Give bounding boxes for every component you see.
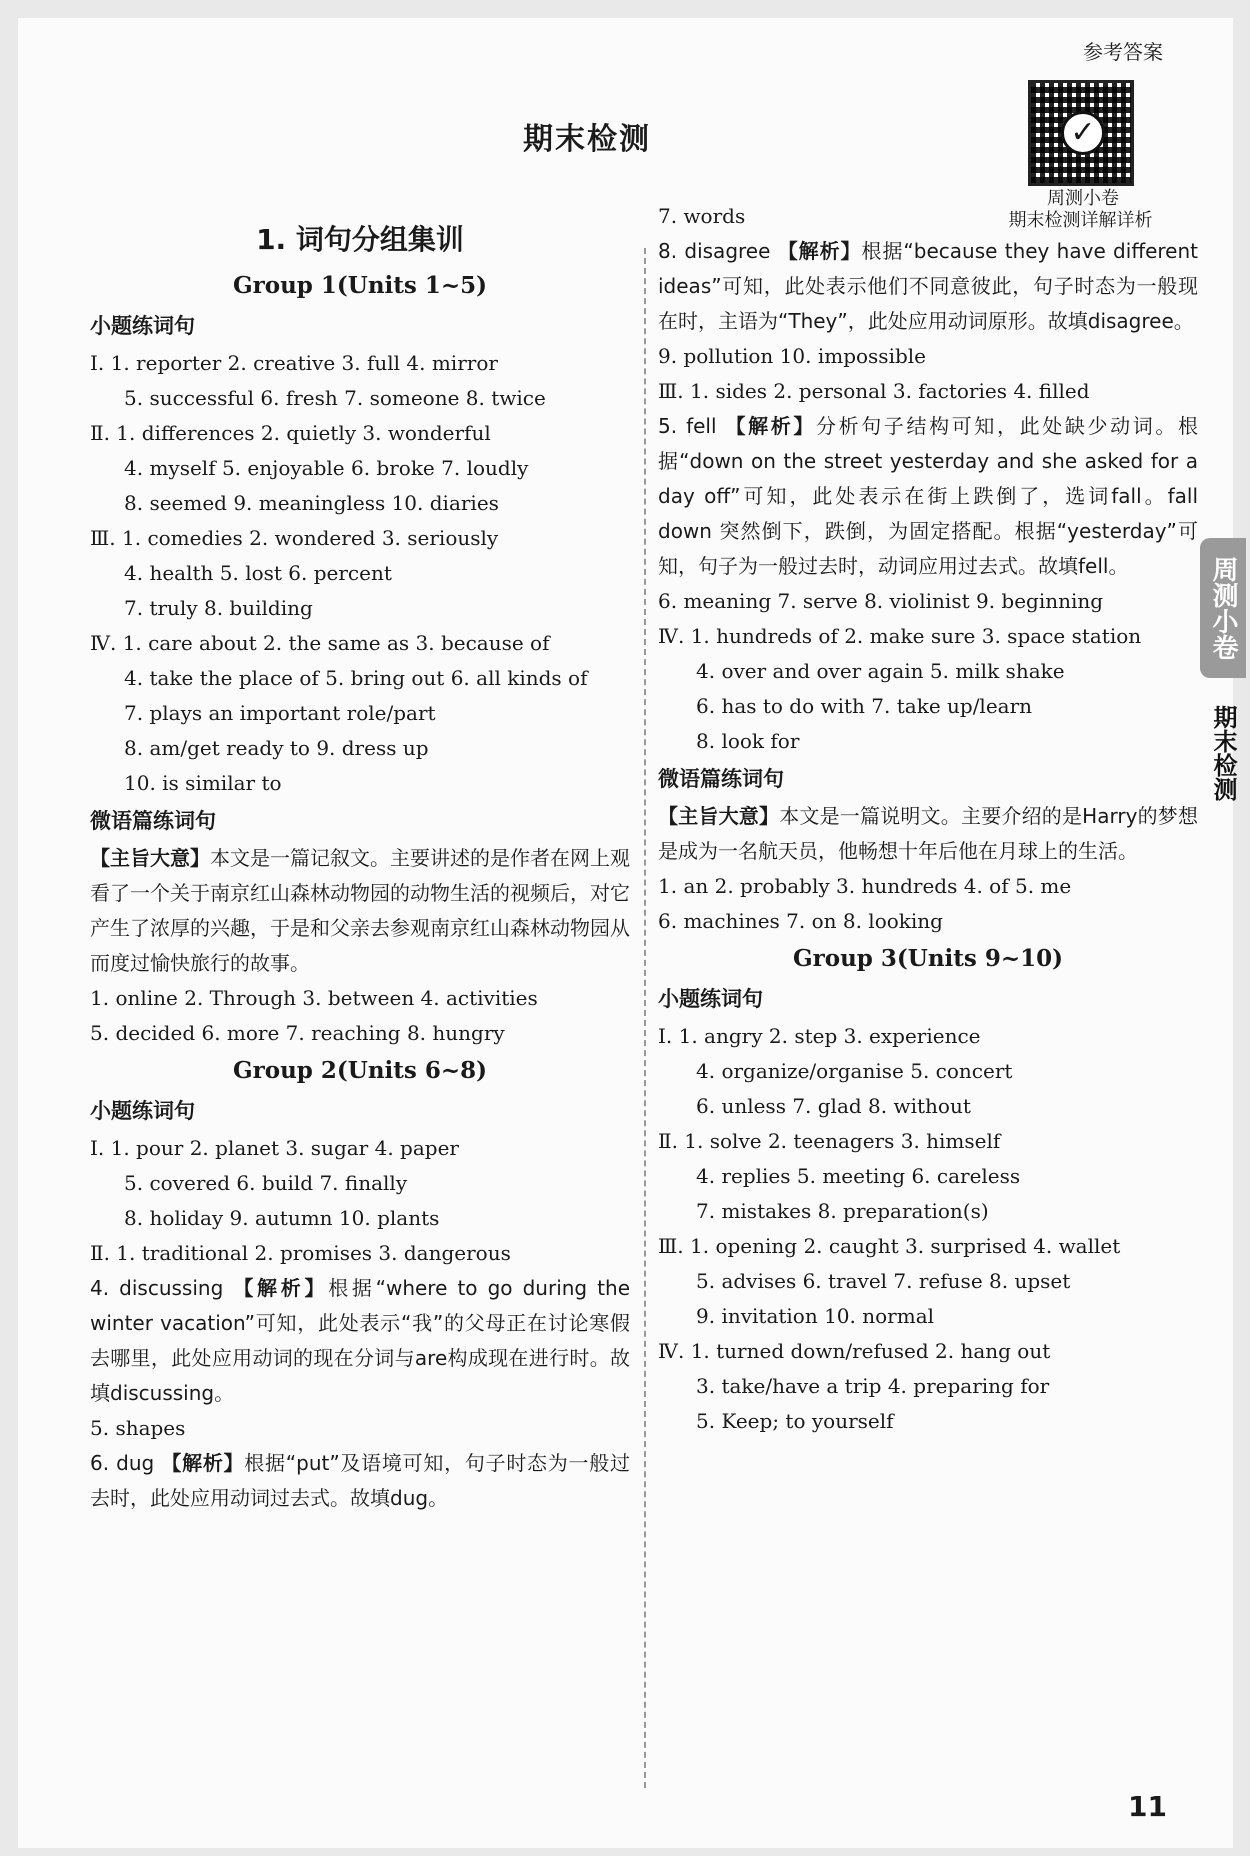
answer-head: 8. disagree: [658, 239, 771, 263]
left-column: [90, 214, 630, 1516]
qr-code-icon[interactable]: [1028, 80, 1134, 186]
subsection-title: 微语篇练词句: [658, 767, 784, 791]
analysis-text: 根据“where to go during the winter vacation”可知，此处表示“我”的父母正在讨论寒假去哪里，此处应用动词的现在分词与are构成现在进行时。故填discussing。: [90, 1276, 631, 1405]
qr-caption-detail: 期末检测详解详析: [1008, 210, 1153, 231]
side-tab[interactable]: 周测小卷: [1200, 538, 1246, 678]
analysis-text: 分析句子结构可知，此处缺少动词。根据“down on the street yesterday and she asked for a day off”可知，此处表示在街上跌倒了，选词fall。fall down 突然倒下，跌倒，为固定搭配。根据“yesterday”可知，句子为一般过去时，动词应用过去式。故填fell。: [658, 414, 1199, 578]
answer-line: 4. myself 5. enjoyable 6. broke 7. loudly: [124, 456, 529, 480]
analysis-tag: 【解析】: [725, 414, 817, 438]
main-idea-text: 本文是一篇说明文。主要介绍的是Harry的梦想是成为一名航天员，他畅想十年后他在月球上的生活。: [658, 804, 1199, 863]
header-label: 参考答案: [1083, 40, 1163, 64]
answer-line: 7. words: [658, 204, 746, 228]
answer-line: 1. an 2. probably 3. hundreds 4. of 5. me: [658, 874, 1072, 898]
analysis-tag: 【解析】: [777, 239, 862, 263]
subsection-title: 微语篇练词句: [90, 809, 216, 833]
explanation: [658, 234, 1198, 339]
analysis-text: 根据“put”及语境可知，句子时态为一般过去时，此处应用动词过去式。故填dug。: [90, 1451, 631, 1510]
answer-line: 5. advises 6. travel 7. refuse 8. upset: [696, 1269, 1071, 1293]
answer-line: Ⅱ. 1. differences 2. quietly 3. wonderful: [90, 421, 491, 445]
answer-line: 6. meaning 7. serve 8. violinist 9. beginning: [658, 589, 1104, 613]
answer-line: 1. online 2. Through 3. between 4. activities: [90, 986, 538, 1010]
answer-line: 5. decided 6. more 7. reaching 8. hungry: [90, 1021, 505, 1045]
answer-line: 10. is similar to: [124, 771, 282, 795]
explanation: [90, 1271, 630, 1411]
answer-line: 8. am/get ready to 9. dress up: [124, 736, 429, 760]
answer-line: Ⅰ. 1. reporter 2. creative 3. full 4. mirror: [90, 351, 498, 375]
answer-line: 8. holiday 9. autumn 10. plants: [124, 1206, 440, 1230]
answer-line: 8. seemed 9. meaningless 10. diaries: [124, 491, 499, 515]
answer-line: 4. over and over again 5. milk shake: [696, 659, 1065, 683]
answer-line: 9. pollution 10. impossible: [658, 344, 926, 368]
side-tab-sub[interactable]: 期末检测: [1209, 705, 1237, 801]
answer-line: 4. replies 5. meeting 6. careless: [696, 1164, 1021, 1188]
group-3-title: Group 3(Units 9~10): [792, 945, 1064, 972]
explanation: [90, 1446, 630, 1516]
subsection-title: 小题练词句: [658, 987, 763, 1011]
answer-line: 7. truly 8. building: [124, 596, 313, 620]
answer-line: Ⅲ. 1. comedies 2. wondered 3. seriously: [90, 526, 499, 550]
answer-line: Ⅲ. 1. opening 2. caught 3. surprised 4. wallet: [658, 1234, 1121, 1258]
explanation: [658, 409, 1198, 584]
answer-line: Ⅳ. 1. care about 2. the same as 3. because of: [90, 631, 550, 655]
answer-head: 6. dug: [90, 1451, 155, 1475]
answer-line: Ⅱ. 1. solve 2. teenagers 3. himself: [658, 1129, 1001, 1153]
answer-page: [18, 18, 1238, 1848]
main-idea-text: 本文是一篇记叙文。主要讲述的是作者在网上观看了一个关于南京红山森林动物园的动物生活的视频后，对它产生了浓厚的兴趣，于是和父亲去参观南京红山森林动物园从而度过愉快旅行的故事。: [90, 846, 630, 975]
page-number: 11: [1128, 1790, 1167, 1823]
column-divider: [644, 248, 646, 1788]
answer-line: 9. invitation 10. normal: [696, 1304, 935, 1328]
answer-line: 3. take/have a trip 4. preparing for: [696, 1374, 1050, 1398]
answer-head: 4. discussing: [90, 1276, 224, 1300]
answer-line: Ⅲ. 1. sides 2. personal 3. factories 4. filled: [658, 379, 1090, 403]
answer-line: Ⅰ. 1. pour 2. planet 3. sugar 4. paper: [90, 1136, 459, 1160]
analysis-tag: 【解析】: [233, 1276, 329, 1300]
answer-line: 4. organize/organise 5. concert: [696, 1059, 1013, 1083]
answer-line: 6. unless 7. glad 8. without: [696, 1094, 971, 1118]
answer-line: Ⅰ. 1. angry 2. step 3. experience: [658, 1024, 981, 1048]
subsection-title: 小题练词句: [90, 1099, 195, 1123]
analysis-tag: 【解析】: [161, 1451, 245, 1475]
main-idea-tag: 【主旨大意】: [90, 846, 210, 870]
answer-line: Ⅱ. 1. traditional 2. promises 3. dangerous: [90, 1241, 511, 1265]
section-title: 1. 词句分组集训: [256, 223, 464, 256]
answer-line: 4. health 5. lost 6. percent: [124, 561, 392, 585]
main-idea: [90, 841, 630, 981]
answer-line: 5. Keep; to yourself: [696, 1409, 894, 1433]
group-1-title: Group 1(Units 1~5): [232, 272, 488, 299]
analysis-text: 根据“because they have different ideas”可知，此处表示他们不同意彼此，句子时态为一般现在时，主语为“They”，此处应用动词原形。故填disagree。: [658, 239, 1199, 333]
answer-line: 5. covered 6. build 7. finally: [124, 1171, 408, 1195]
main-idea: [658, 799, 1198, 869]
main-idea-tag: 【主旨大意】: [658, 804, 780, 828]
answer-line: 7. mistakes 8. preparation(s): [696, 1199, 989, 1223]
right-column: [658, 199, 1198, 1439]
answer-line: 8. look for: [696, 729, 800, 753]
answer-line: 6. has to do with 7. take up/learn: [696, 694, 1033, 718]
answer-line: 5. shapes: [90, 1416, 186, 1440]
answer-line: Ⅳ. 1. turned down/refused 2. hang out: [658, 1339, 1051, 1363]
qr-caption: 周测小卷: [1047, 188, 1119, 209]
page-title: 期末检测: [523, 122, 651, 157]
answer-line: 4. take the place of 5. bring out 6. all kinds of: [124, 666, 588, 690]
answer-line: 7. plays an important role/part: [124, 701, 436, 725]
answer-head: 5. fell: [658, 414, 717, 438]
answer-line: 6. machines 7. on 8. looking: [658, 909, 943, 933]
answer-line: Ⅳ. 1. hundreds of 2. make sure 3. space station: [658, 624, 1142, 648]
checkmark-icon: ✓: [1061, 111, 1105, 155]
subsection-title: 小题练词句: [90, 314, 195, 338]
group-2-title: Group 2(Units 6~8): [232, 1057, 488, 1084]
answer-line: 5. successful 6. fresh 7. someone 8. twice: [124, 386, 546, 410]
